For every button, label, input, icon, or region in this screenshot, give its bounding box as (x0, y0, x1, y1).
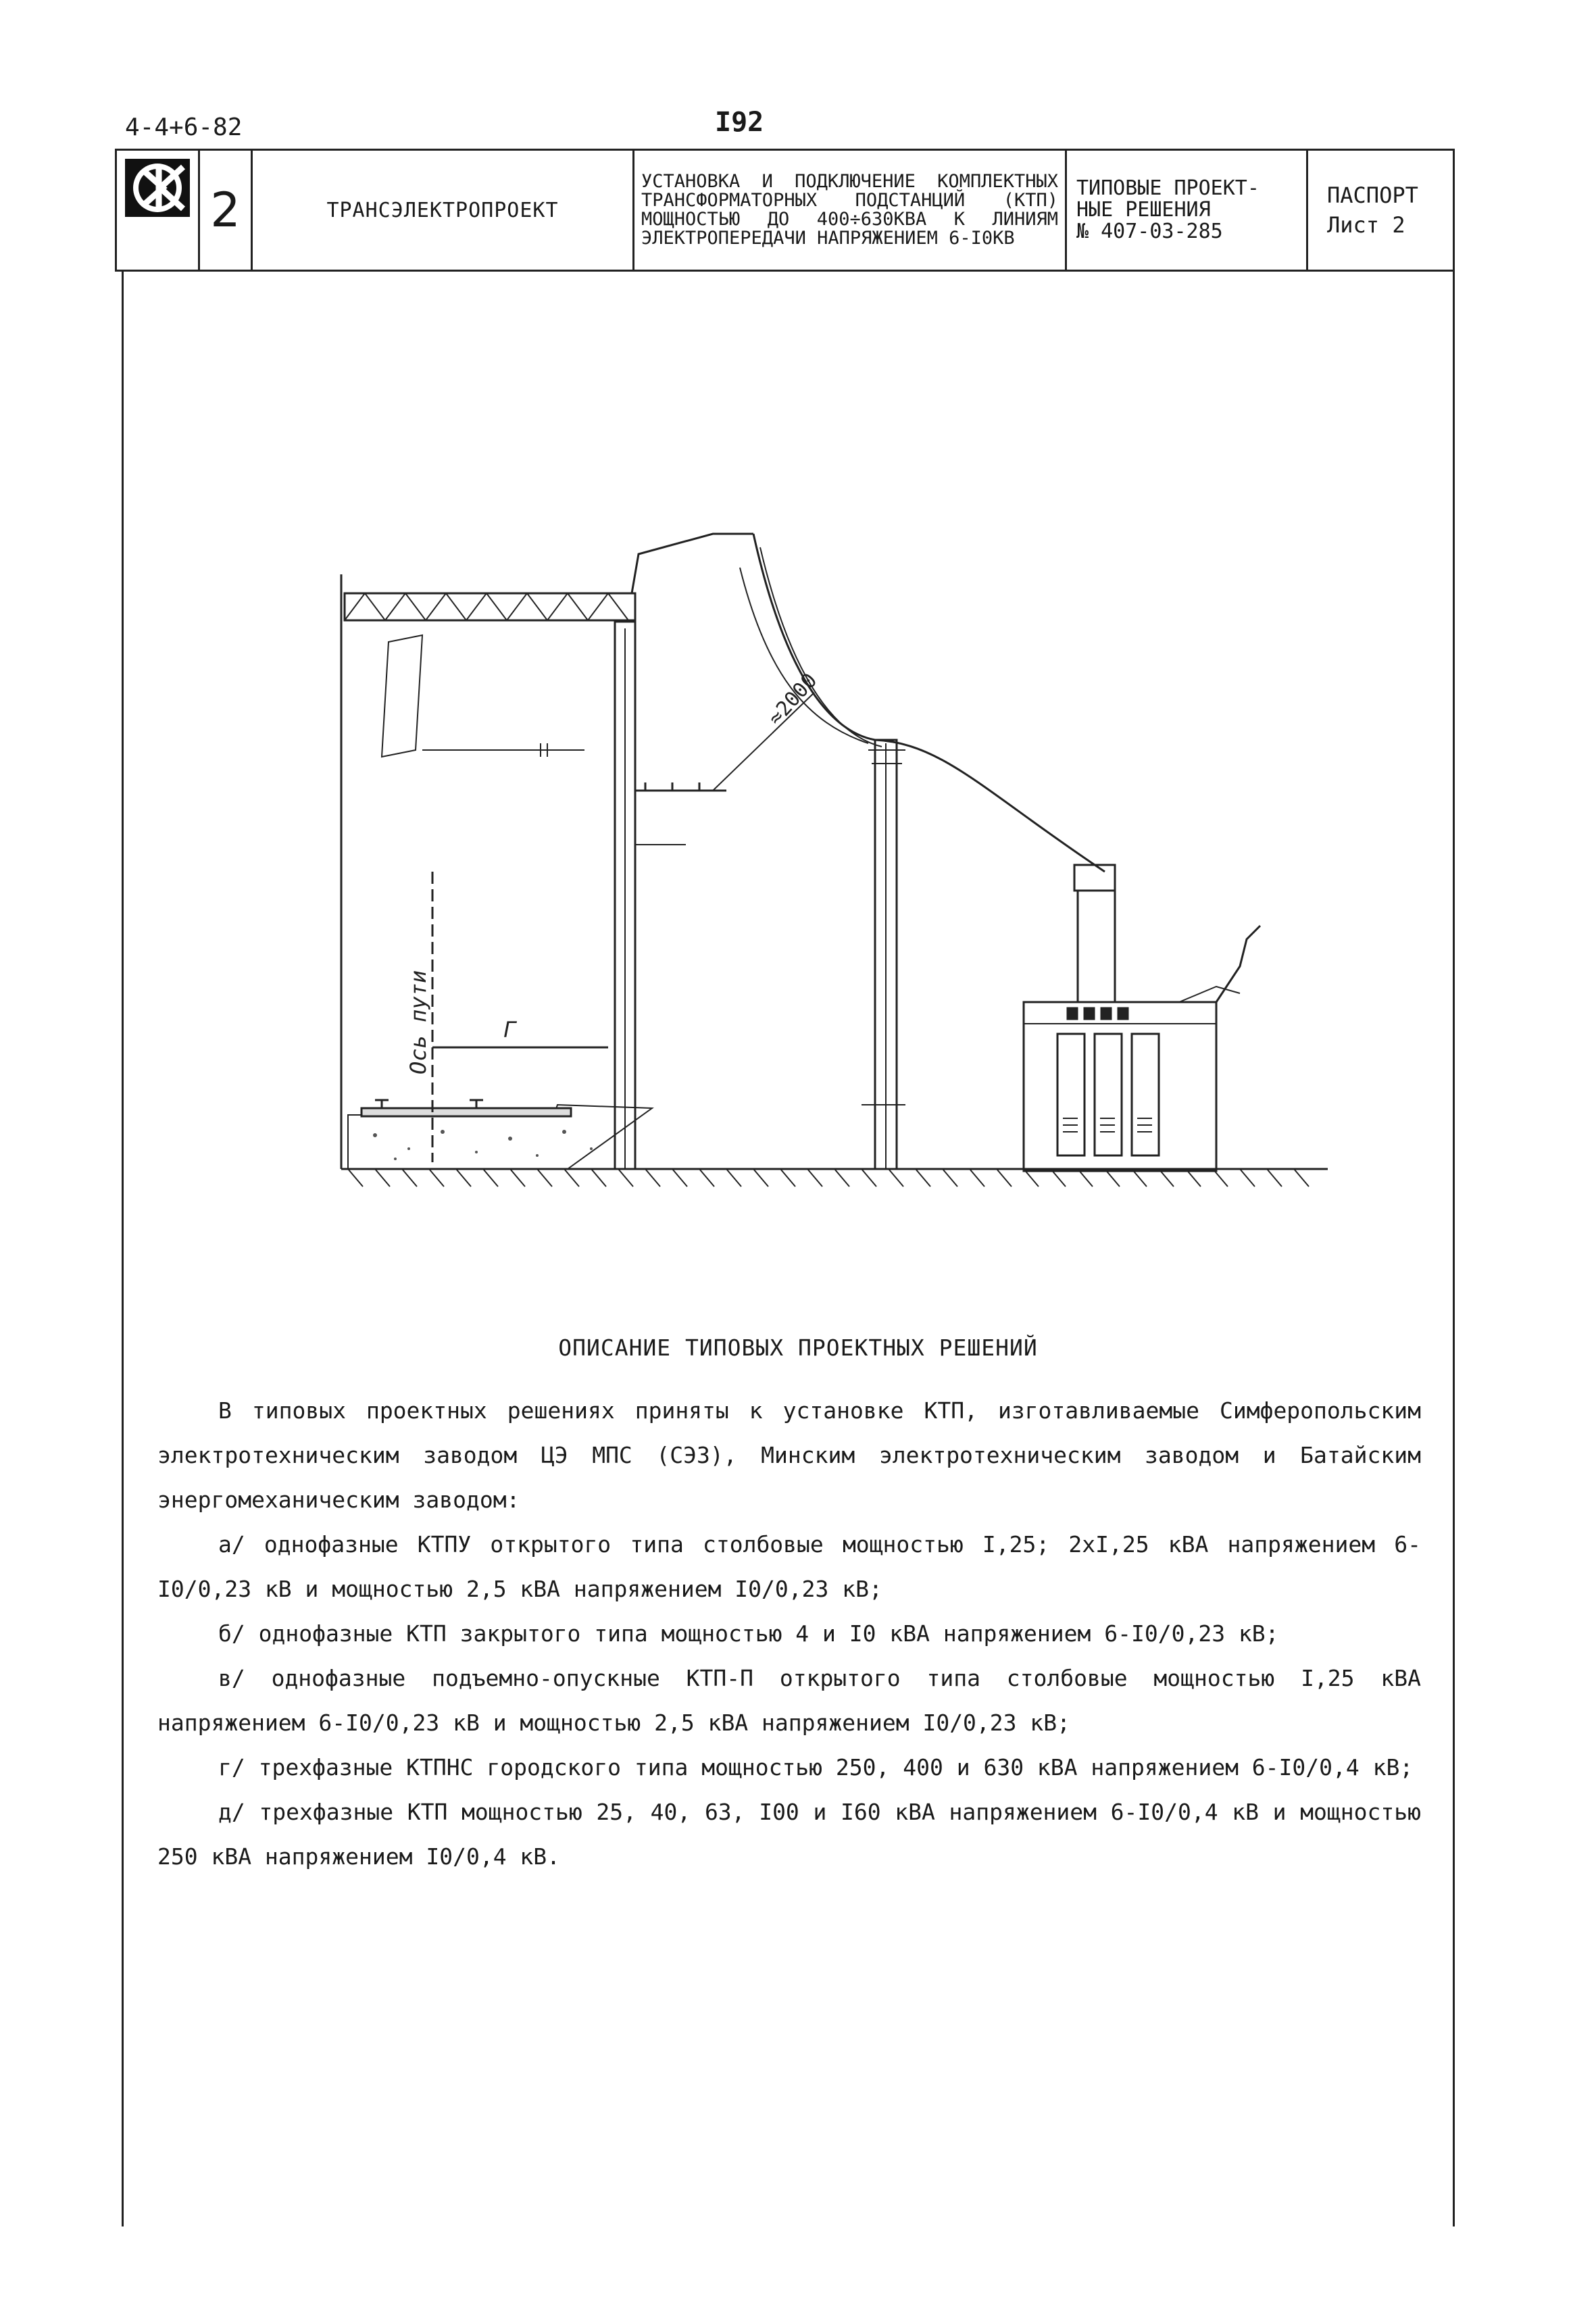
overhead-conductor (753, 534, 1105, 872)
title-block (115, 149, 1455, 272)
pole-top-arm (632, 534, 753, 593)
transformer-tank (1078, 891, 1115, 1002)
sheet-number: 2 (200, 151, 253, 270)
organization-name: ТРАНСЭЛЕКТРОПРОЕКТ (253, 151, 634, 270)
ballast (373, 1130, 593, 1160)
description-paragraph: г/ трехфазные КТПНС городского типа мощностью 250, 400 и 630 кВА напряжением 6-I0/0,4 кВ; (218, 1754, 1414, 1781)
sleeper (361, 1108, 571, 1116)
substation-body (1024, 1002, 1216, 1171)
description-paragraph: д/ трехфазные КТП мощностью 25, 40, 63, I00 и I60 кВА напряжением 6-I0/0,4 кВ и мощностью 250 кВА напряжением I0/0,4 кВ. (157, 1799, 1421, 1870)
project-type-line1: ТИПОВЫЕ ПРОЕКТ- (1076, 176, 1260, 200)
project-type (1067, 151, 1308, 270)
description-paragraph: В типовых проектных решениях приняты к установке КТП, изготавливаемые Симферопольским электротехническим заводом ЦЭ МПС (СЭЗ), Минским электротехническим заводом и Батайским энергомеханическим заводом: (157, 1397, 1421, 1513)
pole-2-drive (862, 1095, 905, 1115)
page-number: I92 (715, 107, 764, 138)
description-paragraph: а/ однофазные КТПУ открытого типа столбовые мощностью I,25; 2хI,25 кВА напряжением 6-I0/0,23 кВ и мощностью 2,5 кВА напряжением I0/0,23 кВ; (157, 1531, 1421, 1602)
description-paragraph: б/ однофазные КТП закрытого типа мощностью 4 и I0 кВА напряжением 6-I0/0,23 кВ; (218, 1620, 1279, 1647)
cabinet-door-3 (1132, 1034, 1159, 1155)
ck-logo-icon (124, 157, 191, 218)
catenary-dropper (382, 635, 422, 757)
description-paragraph: в/ однофазные подъемно-опускные КТП-П открытого типа столбовые мощностью I,25 кВА напряжением 6-I0/0,23 кВ и мощностью 2,5 кВА напряжением I0/0,23 кВ; (157, 1665, 1421, 1736)
bushing-top (1074, 865, 1115, 891)
document-code: 4-4+6-82 (125, 114, 243, 141)
document-type-label: ПАСПОРТ (1327, 182, 1418, 208)
project-type-number: № 407-03-285 (1076, 220, 1223, 243)
crossarm-1 (635, 782, 726, 791)
project-type-line2: НЫЕ РЕШЕНИЯ (1076, 198, 1211, 222)
document-type (1308, 151, 1453, 270)
track-axis-label: Ось пути (405, 970, 431, 1074)
project-title: УСТАНОВКА И ПОДКЛЮЧЕНИЕ КОМПЛЕКТНЫХ ТРАНСФОРМАТОРНЫХ ПОДСТАНЦИЙ (КТП) МОЩНОСТЬЮ ДО 400÷630КВА К ЛИНИЯМ ЭЛЕКТРОПЕРЕДАЧИ НАПРЯЖЕНИЕМ 6-I0КВ (634, 151, 1067, 270)
description-body (157, 1389, 1421, 1879)
description-title: ОПИСАНИЕ ТИПОВЫХ ПРОЕКТНЫХ РЕШЕНИЙ (558, 1335, 1038, 1361)
sheet-label: Лист 2 (1327, 212, 1405, 238)
cabinet-door-2 (1095, 1034, 1122, 1155)
logo-cell (117, 151, 200, 270)
cabinet-door-1 (1057, 1034, 1084, 1155)
installation-drawing (334, 520, 1335, 1216)
dimension-label: ≈2000 (763, 668, 822, 730)
contact-wire (422, 743, 584, 757)
outlet-bracket (1216, 926, 1260, 1002)
gauge-label: Г (503, 1017, 517, 1043)
rail (375, 1100, 483, 1108)
